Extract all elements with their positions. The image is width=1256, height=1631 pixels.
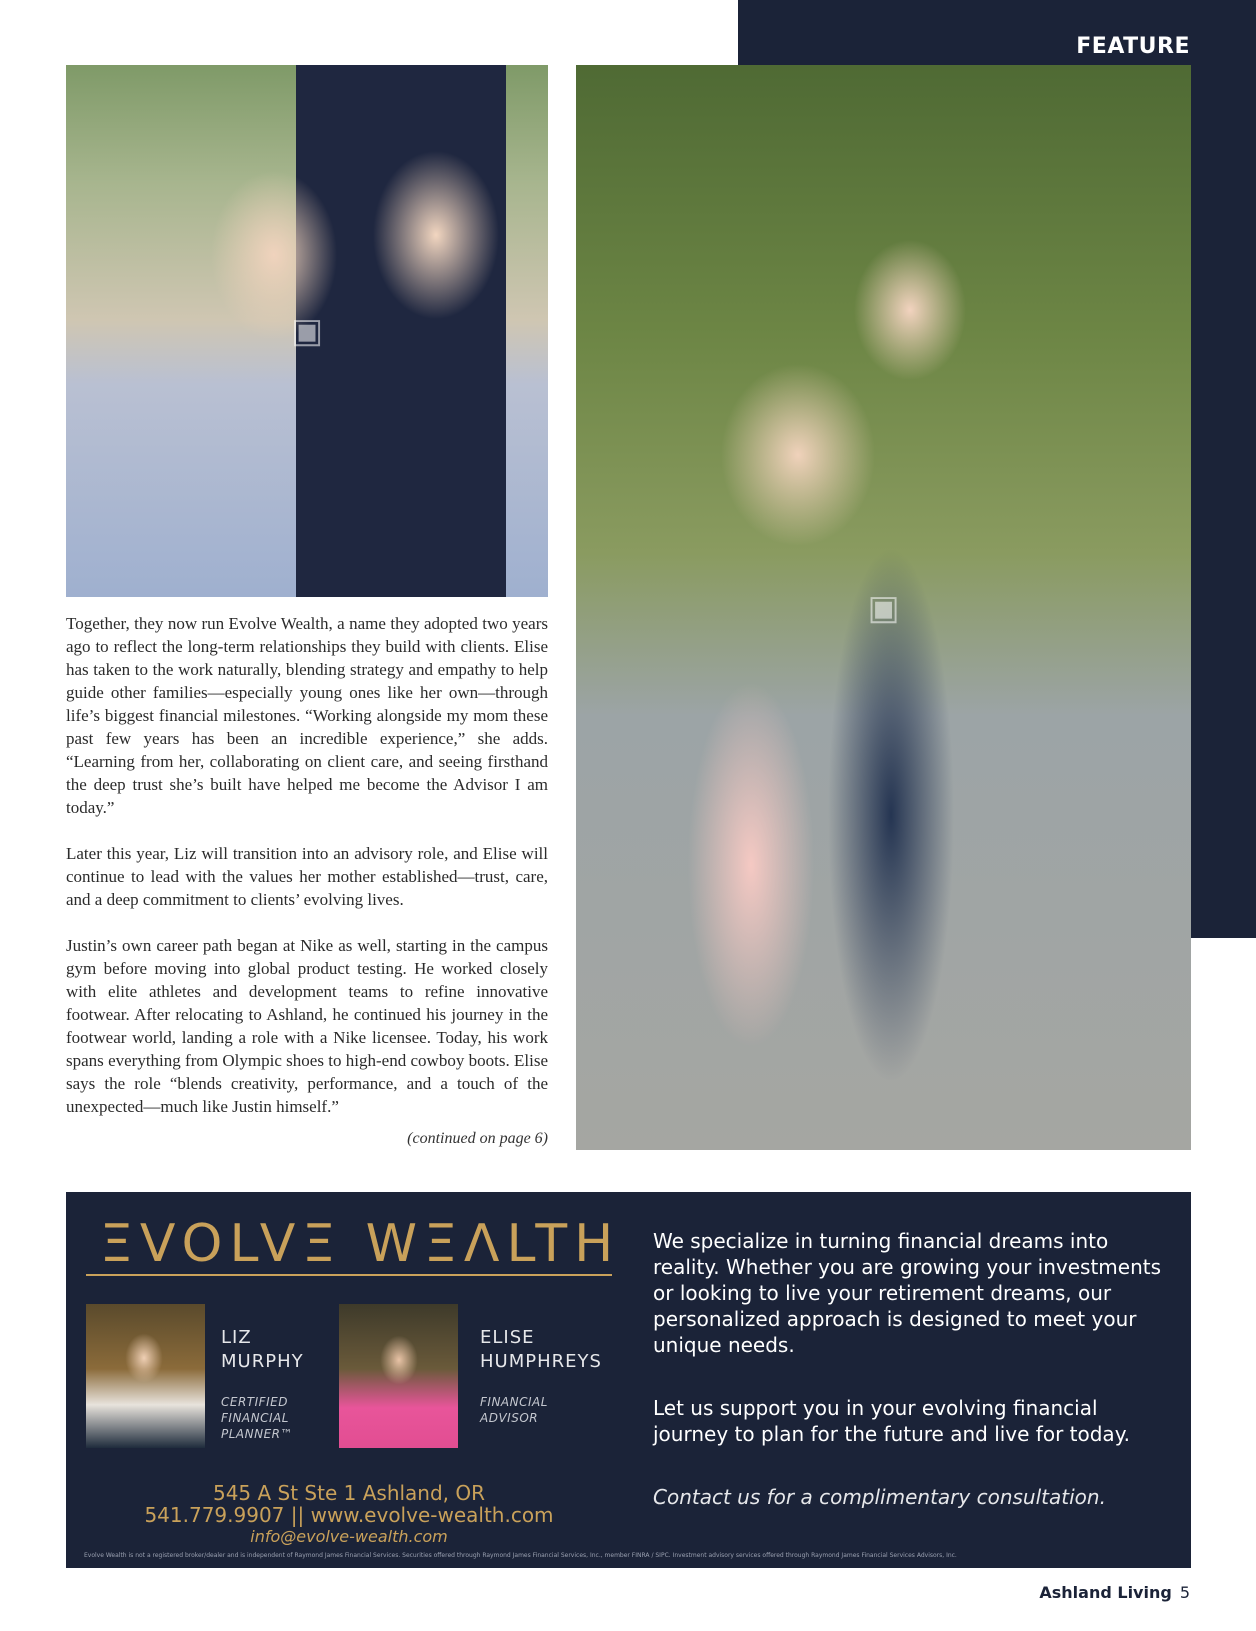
ad-call-to-action: Contact us for a complimentary consultation. (653, 1485, 1106, 1509)
advisor-name: LIZ MURPHY (221, 1327, 304, 1372)
advisor-title: FINANCIAL ADVISOR (480, 1395, 548, 1425)
advisor-title: CERTIFIED FINANCIAL PLANNER™ (221, 1395, 294, 1441)
legal-disclaimer: Evolve Wealth is not a registered broker/dealer and is independent of Raymond James Financial Services. Securities offered through Raymond James Financial Services, Inc., member FINRA / SIPC. Investment advisory services offered through Raymond James Financial Services Advisors, Inc. (84, 1552, 957, 1559)
publication-name: Ashland Living (1039, 1583, 1172, 1602)
article-paragraph: Together, they now run Evolve Wealth, a name they adopted two years ago to reflect the long-term relationships they build with clients. Elise has taken to the work naturally, blending strategy and empathy to help guide other families—especially young ones like her own—through life’s biggest financial milestones. “Working alongside my mom these past few years has been an incredible experience,” she adds. “Learning from her, collaborating on client care, and seeing firsthand the deep trust she’s built have helped me become the Advisor I am today.” (66, 614, 548, 817)
section-label: FEATURE (1076, 34, 1190, 59)
ad-pitch: We specialize in turning financial dreams into reality. Whether you are growing your investments or looking to live your retirement dreams, our personalized approach is designed to meet your unique needs. (653, 1229, 1162, 1357)
photo-mother-daughter (66, 65, 548, 597)
page-footer (1039, 1583, 1190, 1602)
image-icon: ▣ (290, 312, 324, 350)
headshot-elise (339, 1304, 458, 1448)
brand-divider (86, 1274, 612, 1276)
continued-note: (continued on page 6) (407, 1130, 548, 1147)
street-address: 545 A St Ste 1 Ashland, OR (212, 1481, 486, 1505)
brand-logo: ΞVOLVΞ WΞΛLTH (100, 1214, 621, 1274)
contact-address (86, 1482, 612, 1526)
ad-pitch-secondary: Let us support you in your evolving financial journey to plan for the future and live for today. (653, 1396, 1131, 1446)
article-body (66, 612, 548, 1141)
page-number: 5 (1179, 1583, 1190, 1602)
advisor-name: ELISE HUMPHREYS (480, 1327, 602, 1372)
email-link[interactable]: info@evolve-wealth.com (250, 1527, 448, 1546)
phone-website-link[interactable]: 541.779.9907 || www.evolve-wealth.com (144, 1503, 554, 1527)
article-paragraph: Later this year, Liz will transition into an advisory role, and Elise will continue to lead with the values her mother established—trust, care, and a deep commitment to clients’ evolving lives. (66, 844, 548, 909)
article-paragraph: Justin’s own career path began at Nike as well, starting in the campus gym before moving into global product testing. He worked closely with elite athletes and development teams to refine innovative footwear. After relocating to Ashland, he continued his journey in the footwear world, landing a role with a Nike licensee. Today, his work spans everything from Olympic shoes to high-end cowboy boots. Elise says the role “blends creativity, performance, and a touch of the unexpected—much like Justin himself.” (66, 936, 548, 1116)
evolve-wealth-ad (66, 1192, 1191, 1568)
headshot-liz (86, 1304, 205, 1448)
photo-family (576, 65, 1191, 1150)
image-icon: ▣ (867, 588, 900, 627)
